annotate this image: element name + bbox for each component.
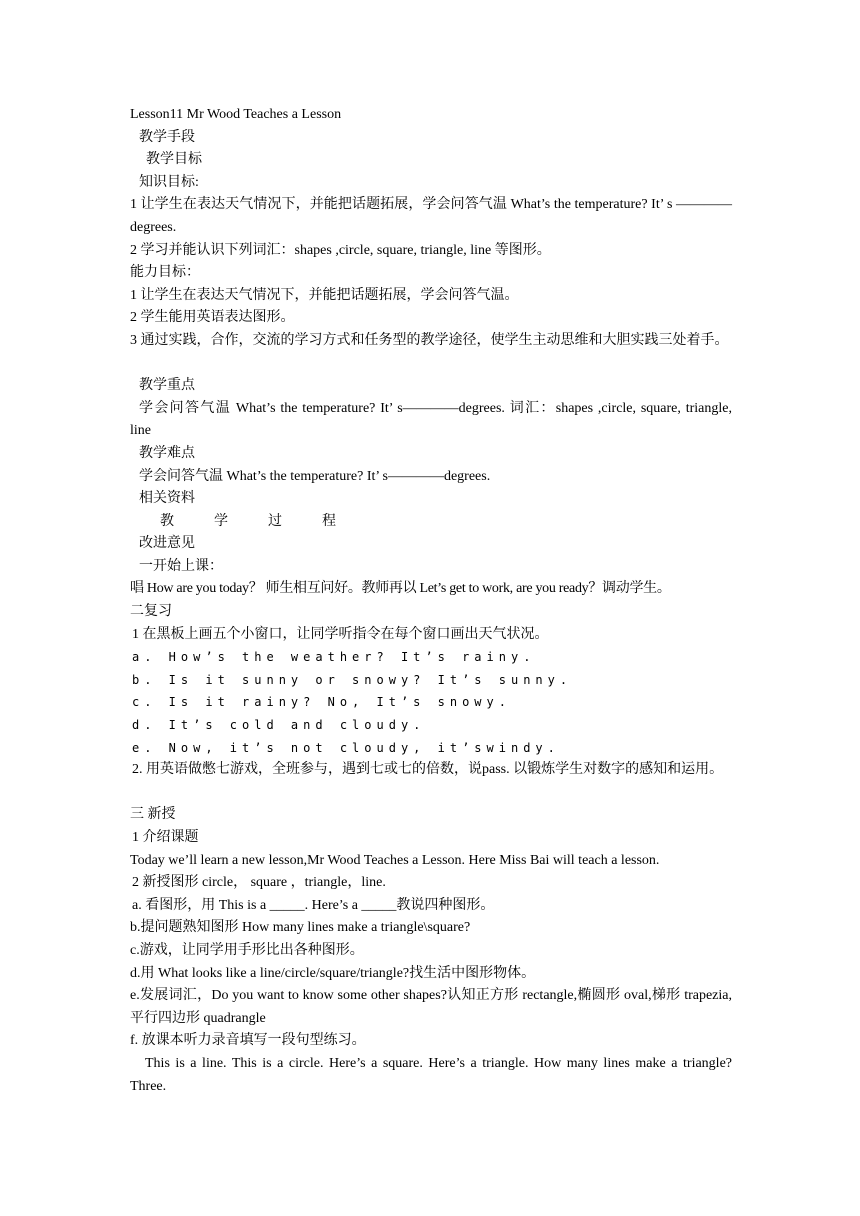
review-line-d: d. It’s cold and cloudy. bbox=[132, 718, 426, 733]
heading-key-points: 教学重点 bbox=[139, 378, 195, 394]
heading-new-lesson: 三 新授 bbox=[130, 807, 176, 823]
new-step-b: b.提问题熟知图形 How many lines make a triangle\square? bbox=[130, 920, 471, 936]
ability-goal-1: 1 让学生在表达天气情况下，并能把话题拓展，学会问答气温。 bbox=[130, 287, 519, 303]
key-points-text: 学会问答气温 What’s the temperature? It’ s————degrees. 词汇：shapes ,circle, square, triangle, line bbox=[130, 400, 732, 439]
review-step-1: 1 在黑板上画五个小窗口，让同学听指令在每个窗口画出天气状况。 bbox=[132, 626, 549, 642]
difficulties-text: 学会问答气温 What’s the temperature? It’ s————degrees. bbox=[139, 468, 491, 484]
heading-knowledge-goals: 知识目标: bbox=[139, 174, 199, 190]
new-step-e: e.发展词汇，Do you want to know some other shapes?认知正方形 rectangle,椭圆形 oval,梯形 trapezia,平行四边形 quadrangle bbox=[130, 988, 732, 1026]
review-line-c: c. Is it rainy? No, It’s snowy. bbox=[132, 695, 511, 710]
heading-ability-goals: 能力目标： bbox=[130, 265, 200, 281]
heading-teaching-means: 教学手段 bbox=[139, 129, 195, 145]
new-step-1: 1 介绍课题 bbox=[132, 830, 199, 845]
heading-teaching-process: 教学过程 bbox=[160, 513, 376, 529]
new-step-a: a. 看图形，用 This is a _____. Here’s a _____教说四种图形。 bbox=[132, 897, 495, 913]
warmup-text: 唱 How are you today？ 师生相互问好。教师再以 Let’s get to work, are you ready？调动学生。 bbox=[130, 581, 671, 597]
review-line-e: e. Now, it’s not cloudy, it’swindy. bbox=[132, 740, 560, 755]
heading-improvement: 改进意见 bbox=[139, 536, 195, 552]
review-line-b: b. Is it sunny or snowy? It’s sunny. bbox=[132, 672, 573, 687]
new-step-f: f. 放课本听力录音填写一段句型练习。 bbox=[130, 1033, 366, 1049]
new-step-c: c.游戏，让同学用手形比出各种图形。 bbox=[130, 942, 364, 958]
ability-goal-3: 3 通过实践，合作，交流的学习方式和任务型的教学途径，使学生主动思维和大胆实践三处着手。 bbox=[130, 332, 729, 348]
doc-title: Lesson11 Mr Wood Teaches a Lesson bbox=[130, 107, 342, 122]
knowledge-goal-2: 2 学习并能认识下列词汇：shapes ,circle, square, triangle, line 等图形。 bbox=[130, 242, 551, 258]
new-step-d: d.用 What looks like a line/circle/square/triangle?找生活中图形物体。 bbox=[130, 965, 536, 981]
lesson-intro-text: Today we’ll learn a new lesson,Mr Wood Teaches a Lesson. Here Miss Bai will teach a lesson. bbox=[130, 852, 660, 868]
new-step-2: 2 新授图形 circle， square ，triangle，line. bbox=[132, 875, 386, 891]
ability-goal-2: 2 学生能用英语表达图形。 bbox=[130, 310, 295, 326]
heading-teaching-goals: 教学目标 bbox=[146, 152, 202, 168]
knowledge-goal-1: 1 让学生在表达天气情况下，并能把话题拓展，学会问答气温 What’s the temperature? It’ s ————degrees. bbox=[130, 197, 732, 235]
step-start-class: 一开始上课： bbox=[139, 558, 223, 574]
review-step-2: 2. 用英语做憋七游戏，全班参与，遇到七或七的倍数，说pass. 以锻炼学生对数字的感知和运用。 bbox=[132, 762, 724, 778]
heading-difficulties: 教学难点 bbox=[139, 445, 195, 461]
heading-materials: 相关资料 bbox=[139, 491, 195, 507]
heading-review: 二复习 bbox=[130, 604, 172, 620]
review-line-a: a. How’s the weather? It’s rainy. bbox=[132, 650, 536, 665]
listening-practice-text: This is a line. This is a circle. Here’s a square. Here’s a triangle. How many lines make a triangle? Three. bbox=[130, 1055, 732, 1094]
document-page bbox=[130, 104, 732, 1098]
